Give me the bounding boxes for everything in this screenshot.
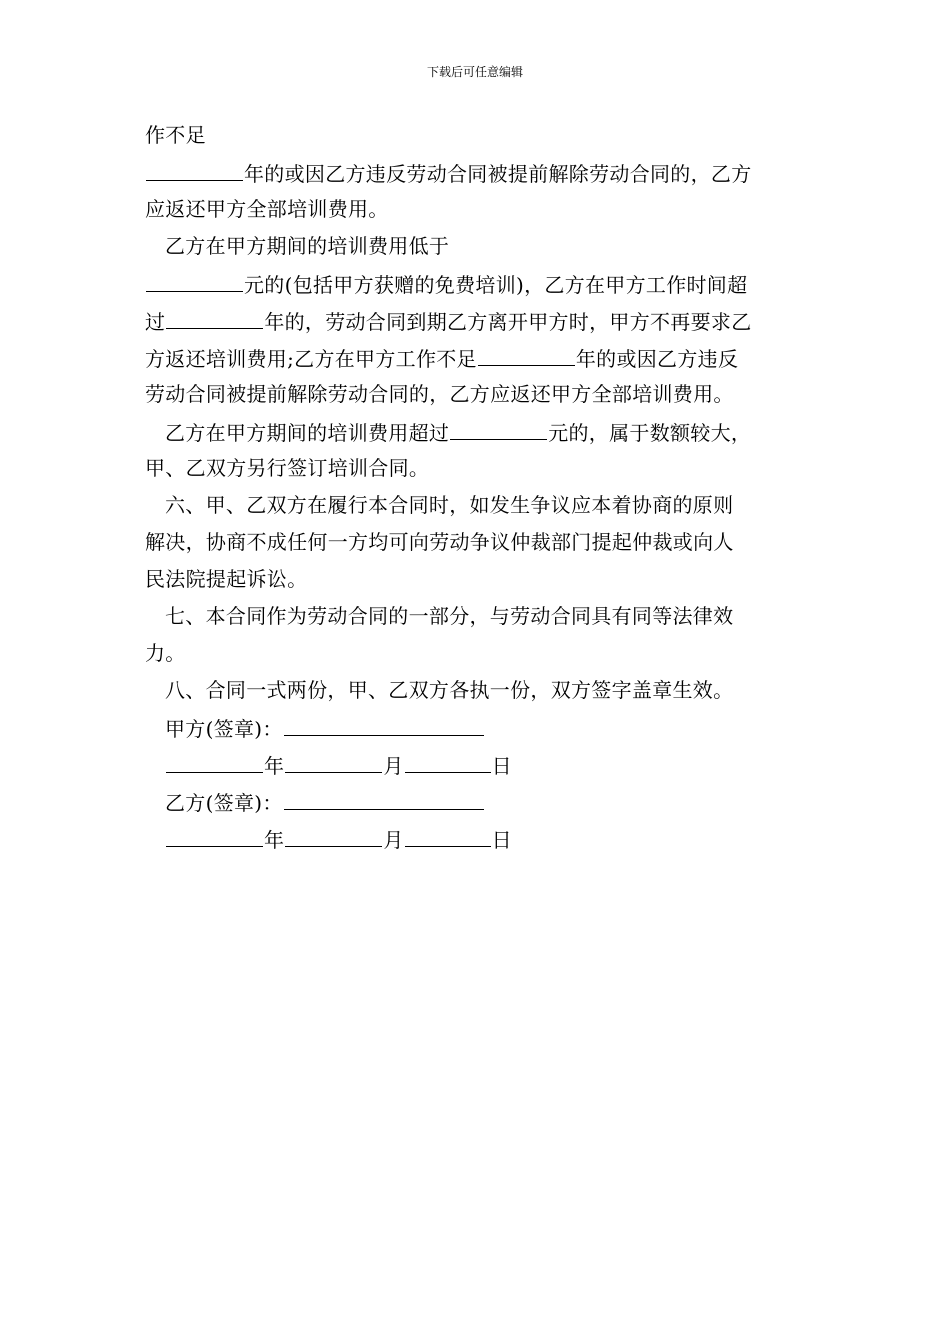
p3-line2: 甲、乙双方另行签订培训合同。 xyxy=(145,456,430,480)
p7-line2: 力。 xyxy=(145,641,186,665)
party-b-year-field xyxy=(166,820,263,847)
blank-field xyxy=(146,265,243,292)
party-a-date xyxy=(145,746,810,783)
p1-line2-text: 年的或因乙方违反劳动合同被提前解除劳动合同的，乙方 xyxy=(244,162,752,186)
party-b-date xyxy=(145,820,810,857)
p1-line3: 应返还甲方全部培训费用。 xyxy=(145,197,389,221)
blank-field xyxy=(450,413,547,440)
p2-line5: 劳动合同被提前解除劳动合同的，乙方应返还甲方全部培训费用。 xyxy=(145,382,734,406)
party-b-month-field xyxy=(285,820,382,847)
party-a-month-field xyxy=(285,746,382,773)
p2-line3-text-before: 过 xyxy=(145,310,166,334)
party-a-signature-field xyxy=(284,709,484,736)
party-a-year-field xyxy=(166,746,263,773)
blank-field xyxy=(478,339,575,366)
p2-line2 xyxy=(145,265,810,302)
p2-line3-text-after: 年的，劳动合同到期乙方离开甲方时，甲方不再要求乙 xyxy=(264,310,752,334)
party-a-label: 甲方(签章)： xyxy=(165,717,283,741)
p2-line3 xyxy=(145,302,810,339)
month-label: 月 xyxy=(383,828,404,852)
p2-line4 xyxy=(145,339,810,376)
p2-line2-text: 元的(包括甲方获赠的免费培训)，乙方在甲方工作时间超 xyxy=(244,273,748,297)
p3-line1-text-before: 乙方在甲方期间的培训费用超过 xyxy=(165,421,450,445)
p2-line4-text-before: 方返还培训费用;乙方在甲方工作不足 xyxy=(145,347,477,371)
p2-line4-text-after: 年的或因乙方违反 xyxy=(575,347,739,371)
party-a-day-field xyxy=(405,746,491,773)
p6-line3: 民法院提起诉讼。 xyxy=(145,567,308,591)
p8-line1: 八、合同一式两份，甲、乙双方各执一份，双方签字盖章生效。 xyxy=(165,678,734,702)
p1-line2 xyxy=(145,154,810,191)
p1-line1: 作不足 xyxy=(145,123,206,147)
p6-line2: 解决，协商不成任何一方均可向劳动争议仲裁部门提起仲裁或向人 xyxy=(145,530,734,554)
p2-line1: 乙方在甲方期间的培训费用低于 xyxy=(165,234,450,258)
p3-line1 xyxy=(145,413,810,450)
month-label: 月 xyxy=(383,754,404,778)
party-b-label: 乙方(签章)： xyxy=(165,791,283,815)
blank-field xyxy=(146,154,243,181)
p6-line1: 六、甲、乙双方在履行本合同时，如发生争议应本着协商的原则 xyxy=(165,493,734,517)
p7-line1: 七、本合同作为劳动合同的一部分，与劳动合同具有同等法律效 xyxy=(165,604,734,628)
party-b-day-field xyxy=(405,820,491,847)
day-label: 日 xyxy=(491,754,512,778)
year-label: 年 xyxy=(264,828,285,852)
blank-field xyxy=(166,302,263,329)
p3-line1-text-after: 元的，属于数额较大， xyxy=(548,421,752,445)
year-label: 年 xyxy=(264,754,285,778)
party-b-signature xyxy=(145,783,810,820)
party-b-signature-field xyxy=(284,783,484,810)
page-header: 下载后可任意编辑 xyxy=(426,65,523,79)
document-body xyxy=(145,117,810,857)
party-a-signature xyxy=(145,709,810,746)
day-label: 日 xyxy=(491,828,512,852)
